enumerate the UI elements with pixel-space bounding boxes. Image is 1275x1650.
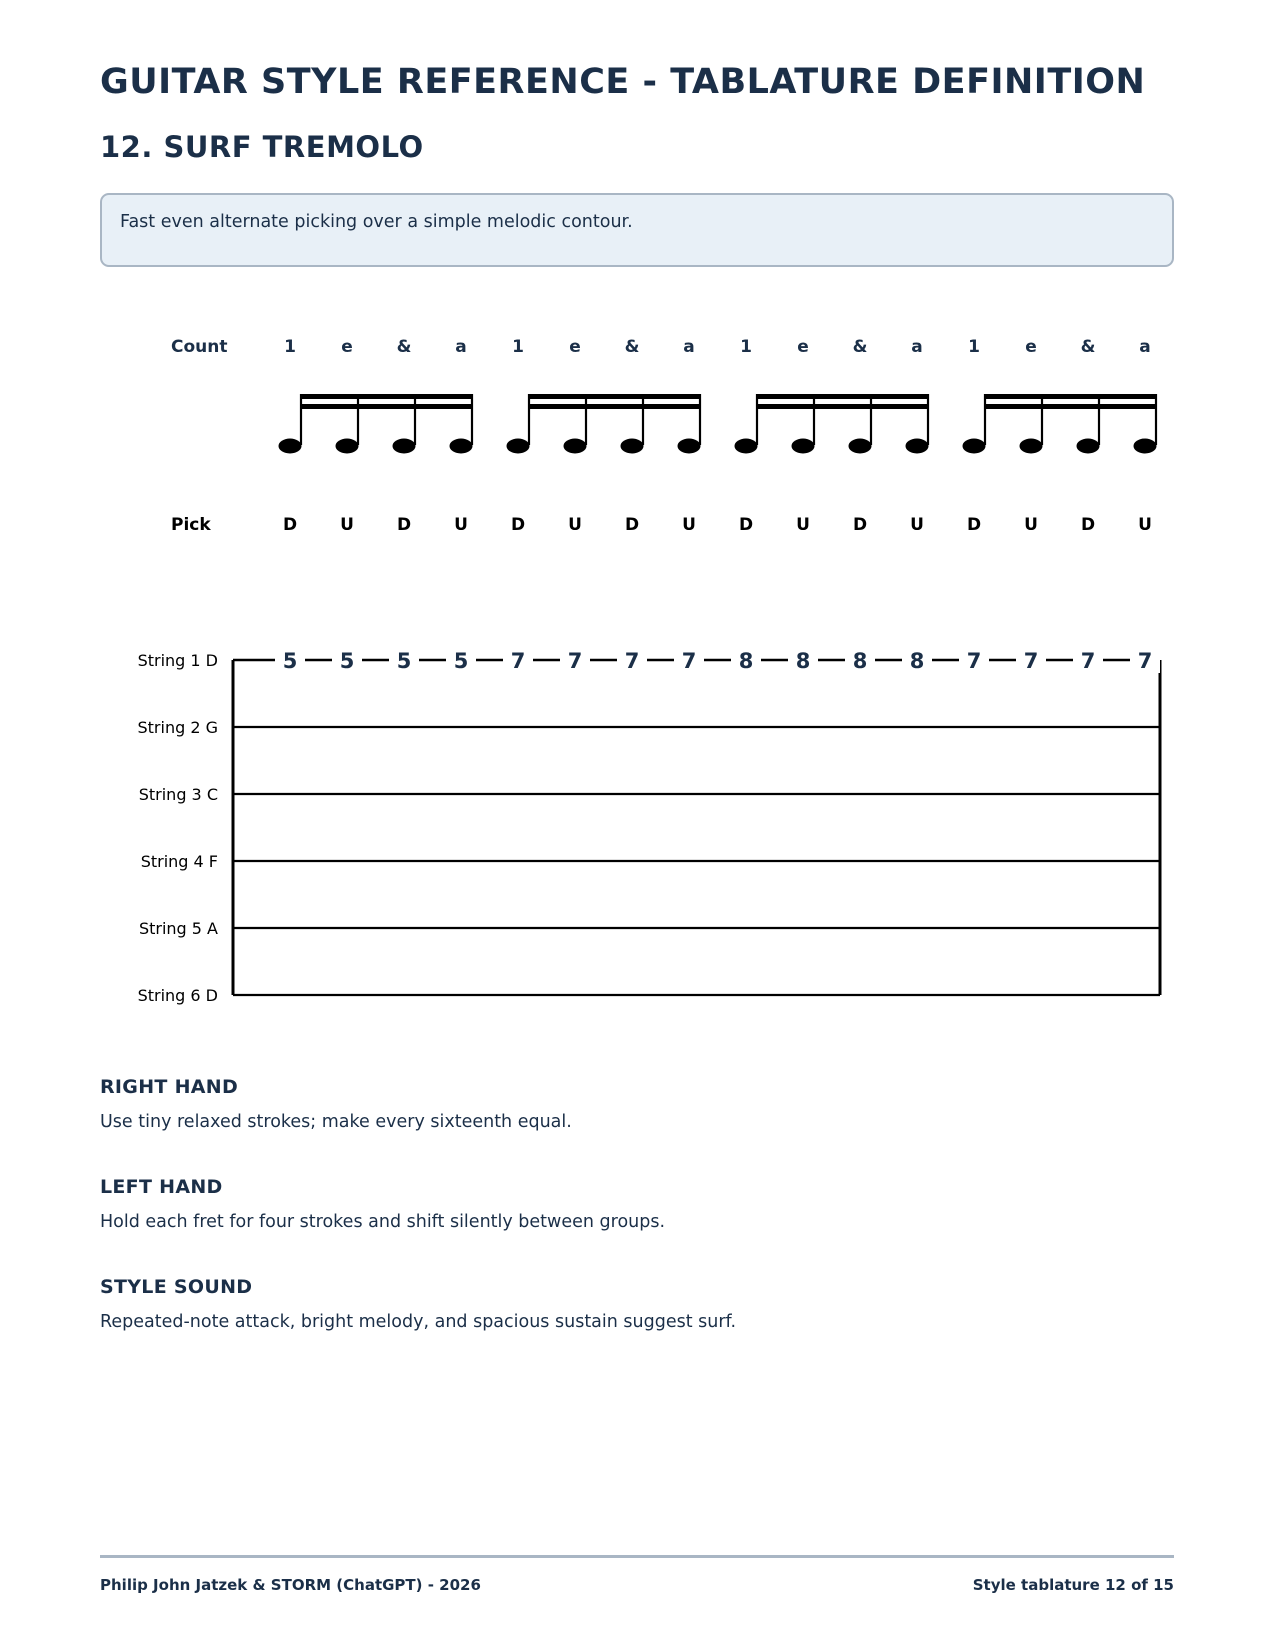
pick-label: Pick (171, 515, 211, 535)
count-8: a (683, 337, 695, 357)
note-head-6 (564, 439, 587, 454)
count-6: e (569, 337, 581, 357)
rhythm-notation (0, 320, 1275, 540)
count-7: & (624, 337, 640, 357)
pick-stroke-12: U (910, 515, 924, 535)
pick-stroke-3: D (396, 515, 412, 535)
fret-number-8: 7 (681, 649, 697, 673)
pick-stroke-15: D (1080, 515, 1096, 535)
section-title: 12. SURF TREMOLO (100, 130, 424, 164)
count-13: 1 (968, 337, 980, 357)
pick-stroke-13: D (966, 515, 982, 535)
fret-number-1: 5 (282, 649, 298, 673)
beam-group-2-2 (529, 404, 701, 409)
count-label: Count (171, 337, 228, 357)
note-head-15 (1077, 439, 1100, 454)
description-box (100, 193, 1174, 267)
note-head-14 (1020, 439, 1043, 454)
fret-number-2: 5 (339, 649, 355, 673)
pick-stroke-9: D (738, 515, 754, 535)
style-sound-section (100, 1276, 736, 1332)
count-11: & (852, 337, 868, 357)
note-head-11 (849, 439, 872, 454)
note-head-8 (678, 439, 701, 454)
left-hand-text: Hold each fret for four strokes and shift silently between groups. (100, 1212, 666, 1232)
note-head-16 (1134, 439, 1157, 454)
count-2: e (341, 337, 353, 357)
beam-group-1-1 (301, 394, 473, 399)
note-head-1 (279, 439, 302, 454)
pick-stroke-5: D (510, 515, 526, 535)
note-head-12 (906, 439, 929, 454)
fret-number-12: 8 (909, 649, 925, 673)
count-10: e (797, 337, 809, 357)
style-sound-text: Repeated-note attack, bright melody, and spacious sustain suggest surf. (100, 1312, 737, 1332)
note-head-9 (735, 439, 758, 454)
count-12: a (911, 337, 923, 357)
footer-credit: Philip John Jatzek & STORM (ChatGPT) - 2026 (100, 1576, 481, 1594)
footer-page-indicator: Style tablature 12 of 15 (972, 1576, 1174, 1594)
string-label-2: String 2 G (137, 718, 218, 737)
right-hand-section (100, 1076, 572, 1132)
count-1: 1 (284, 337, 296, 357)
beam-group-4-1 (985, 394, 1157, 399)
count-3: & (396, 337, 412, 357)
pick-stroke-4: U (454, 515, 468, 535)
pick-stroke-14: U (1024, 515, 1038, 535)
style-sound-heading: STYLE SOUND (100, 1276, 253, 1298)
pick-stroke-2: U (340, 515, 354, 535)
count-5: 1 (512, 337, 524, 357)
pick-stroke-16: U (1138, 515, 1152, 535)
right-hand-text: Use tiny relaxed strokes; make every sixteenth equal. (100, 1112, 572, 1132)
beam-group-2-1 (529, 394, 701, 399)
pick-stroke-7: D (624, 515, 640, 535)
beam-group-3-2 (757, 404, 929, 409)
fret-number-9: 8 (738, 649, 754, 673)
fret-number-5: 7 (510, 649, 526, 673)
pick-stroke-1: D (282, 515, 298, 535)
beam-group-3-1 (757, 394, 929, 399)
pick-stroke-8: U (682, 515, 696, 535)
fret-number-16: 7 (1137, 649, 1153, 673)
fret-number-15: 7 (1080, 649, 1096, 673)
note-head-2 (336, 439, 359, 454)
string-label-1: String 1 D (137, 651, 218, 670)
fret-number-7: 7 (624, 649, 640, 673)
footer-divider (100, 1555, 1174, 1558)
pick-stroke-11: D (852, 515, 868, 535)
note-head-3 (393, 439, 416, 454)
count-16: a (1139, 337, 1151, 357)
fret-number-4: 5 (453, 649, 469, 673)
beam-group-1-2 (301, 404, 473, 409)
description-text: Fast even alternate picking over a simple melodic contour. (120, 212, 633, 232)
note-head-10 (792, 439, 815, 454)
left-hand-section (100, 1176, 665, 1232)
tablature-staff (0, 620, 1275, 1020)
beam-group-4-2 (985, 404, 1157, 409)
string-label-6: String 6 D (137, 986, 218, 1005)
count-15: & (1080, 337, 1096, 357)
fret-number-11: 8 (852, 649, 868, 673)
pick-stroke-6: U (568, 515, 582, 535)
string-label-3: String 3 C (138, 785, 218, 804)
note-head-13 (963, 439, 986, 454)
fret-number-13: 7 (966, 649, 982, 673)
note-head-7 (621, 439, 644, 454)
string-label-5: String 5 A (138, 919, 218, 938)
count-14: e (1025, 337, 1037, 357)
count-4: a (455, 337, 467, 357)
pick-stroke-10: U (796, 515, 810, 535)
string-label-4: String 4 F (140, 852, 218, 871)
fret-number-6: 7 (567, 649, 583, 673)
count-9: 1 (740, 337, 752, 357)
page-title: GUITAR STYLE REFERENCE - TABLATURE DEFINITION (100, 62, 1146, 102)
fret-number-14: 7 (1023, 649, 1039, 673)
note-head-5 (507, 439, 530, 454)
note-head-4 (450, 439, 473, 454)
fret-number-10: 8 (795, 649, 811, 673)
fret-number-3: 5 (396, 649, 412, 673)
right-hand-heading: RIGHT HAND (100, 1076, 239, 1098)
left-hand-heading: LEFT HAND (100, 1176, 223, 1198)
